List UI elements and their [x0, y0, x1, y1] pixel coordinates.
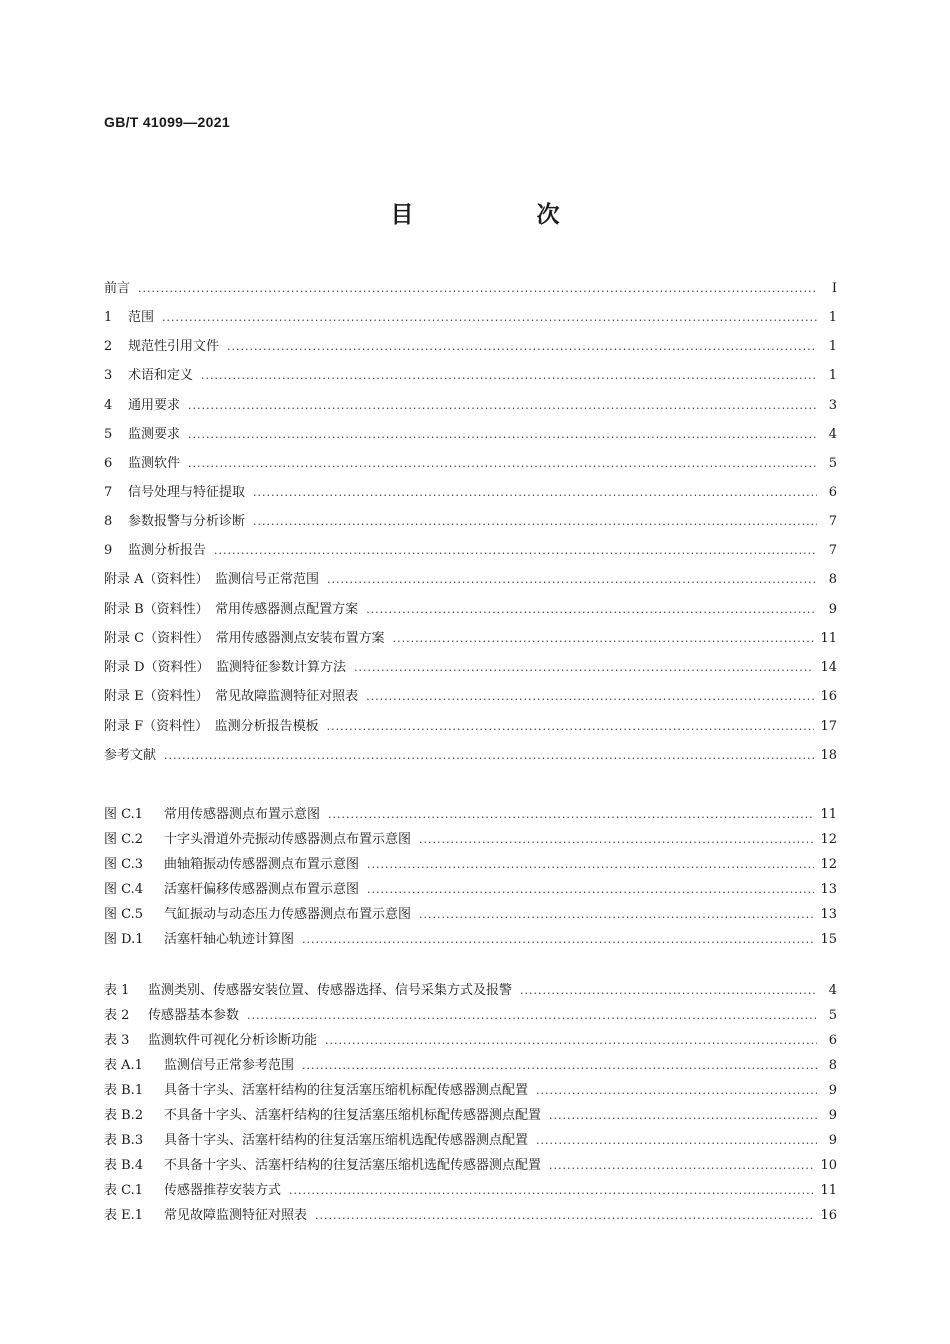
figure-number: 图 C.3 — [104, 857, 144, 872]
toc-label: 通用要求 — [128, 398, 181, 413]
figure-label: 活塞杆偏移传感器测点布置示意图 — [164, 882, 360, 897]
toc-page: 17 — [820, 719, 837, 734]
leader-dots — [327, 720, 815, 733]
toc-number: 1 — [104, 310, 113, 325]
figure-label: 气缸振动与动态压力传感器测点布置示意图 — [164, 907, 412, 922]
toc-label: 规范性引用文件 — [128, 339, 220, 354]
toc-label: 参考文献 — [104, 748, 157, 763]
table-page: 10 — [820, 1158, 837, 1173]
table-page: 11 — [820, 1183, 837, 1198]
leader-dots — [214, 544, 817, 557]
toc-table-entry[interactable] — [104, 1079, 837, 1098]
table-label: 传感器基本参数 — [148, 1008, 240, 1023]
toc-table-entry[interactable] — [104, 1129, 837, 1148]
toc-page: 16 — [820, 689, 837, 704]
table-label: 监测信号正常参考范围 — [164, 1058, 295, 1073]
toc-table-entry[interactable] — [104, 1054, 837, 1073]
toc-entry-annex-f[interactable] — [104, 715, 837, 734]
toc-number: 3 — [104, 368, 113, 383]
toc-page: Ⅰ — [831, 281, 837, 296]
toc-number: 9 — [104, 543, 113, 558]
figure-page: 13 — [820, 907, 837, 922]
leader-dots — [419, 908, 814, 921]
leader-dots — [289, 1184, 814, 1197]
table-number: 表 B.2 — [104, 1108, 144, 1123]
toc-table-entry[interactable] — [104, 1029, 837, 1048]
leader-dots — [419, 833, 814, 846]
table-label: 常见故障监测特征对照表 — [164, 1208, 308, 1223]
figure-label: 活塞杆轴心轨迹计算图 — [164, 932, 295, 947]
leader-dots — [549, 1159, 814, 1172]
page-title: 目 次 — [390, 202, 610, 228]
figure-label: 十字头滑道外壳振动传感器测点布置示意图 — [164, 832, 412, 847]
leader-dots — [164, 749, 814, 762]
table-page: 9 — [828, 1083, 837, 1098]
figure-number: 图 C.1 — [104, 807, 144, 822]
toc-number: 5 — [104, 427, 113, 442]
table-label: 监测软件可视化分析诊断功能 — [148, 1033, 318, 1048]
figure-label: 曲轴箱振动传感器测点布置示意图 — [164, 857, 360, 872]
toc-number: 4 — [104, 398, 113, 413]
leader-dots — [549, 1109, 817, 1122]
toc-page: 7 — [828, 543, 837, 558]
toc-label: 监测软件 — [128, 456, 181, 471]
toc-entry-bibliography[interactable] — [104, 744, 837, 763]
leader-dots — [354, 661, 814, 674]
leader-dots — [393, 632, 815, 645]
figure-page: 12 — [820, 832, 837, 847]
leader-dots — [536, 1134, 817, 1147]
table-number: 表 E.1 — [104, 1208, 144, 1223]
table-label: 传感器推荐安装方式 — [164, 1183, 282, 1198]
figure-page: 13 — [820, 882, 837, 897]
leader-dots — [367, 883, 814, 896]
toc-label: 附录 F（资料性） 监测分析报告模板 — [104, 719, 319, 734]
figure-number: 图 C.5 — [104, 907, 144, 922]
figure-page: 15 — [820, 932, 837, 947]
toc-number: 6 — [104, 456, 113, 471]
toc-page: 5 — [828, 456, 837, 471]
table-number: 表 C.1 — [104, 1183, 144, 1198]
toc-page: 1 — [828, 339, 837, 354]
leader-dots — [302, 933, 814, 946]
toc-entry-2[interactable] — [104, 335, 837, 354]
toc-label: 参数报警与分析诊断 — [128, 514, 246, 529]
table-page: 4 — [828, 983, 837, 998]
toc-entry-annex-c[interactable] — [104, 627, 837, 646]
leader-dots — [302, 1059, 817, 1072]
toc-label: 附录 D（资料性） 监测特征参数计算方法 — [104, 660, 347, 675]
figure-page: 11 — [820, 807, 837, 822]
toc-entry-4[interactable] — [104, 394, 837, 413]
table-label: 监测类别、传感器安装位置、传感器选择、信号采集方式及报警 — [148, 983, 513, 998]
table-number: 表 3 — [104, 1033, 130, 1048]
leader-dots — [536, 1084, 817, 1097]
toc-label: 附录 E（资料性） 常见故障监测特征对照表 — [104, 689, 359, 704]
toc-page: 3 — [828, 398, 837, 413]
leader-dots — [227, 340, 817, 353]
toc-label: 术语和定义 — [128, 368, 194, 383]
toc-number: 7 — [104, 485, 113, 500]
leader-dots — [315, 1209, 814, 1222]
leader-dots — [327, 573, 817, 586]
toc-table-entry[interactable] — [104, 1104, 837, 1123]
leader-dots — [328, 808, 814, 821]
table-label: 具备十字头、活塞杆结构的往复活塞压缩机选配传感器测点配置 — [164, 1133, 529, 1148]
toc-figure-entry[interactable] — [104, 803, 837, 822]
toc-figure-entry[interactable] — [104, 853, 837, 872]
leader-dots — [188, 399, 817, 412]
leader-dots — [188, 428, 817, 441]
table-label: 具备十字头、活塞杆结构的往复活塞压缩机标配传感器测点配置 — [164, 1083, 529, 1098]
figure-number: 图 C.2 — [104, 832, 144, 847]
toc-entry-3[interactable] — [104, 364, 837, 383]
leader-dots — [366, 690, 814, 703]
toc-page: 7 — [828, 514, 837, 529]
toc-entry-8[interactable] — [104, 510, 837, 529]
toc-page: 11 — [820, 631, 837, 646]
toc-page: 1 — [828, 310, 837, 325]
table-number: 表 B.1 — [104, 1083, 144, 1098]
toc-entry-annex-e[interactable] — [104, 685, 837, 704]
figure-number: 图 D.1 — [104, 932, 144, 947]
toc-entry-7[interactable] — [104, 481, 837, 500]
toc-entry-annex-d[interactable] — [104, 656, 837, 675]
toc-page: 4 — [828, 427, 837, 442]
toc-number: 2 — [104, 339, 113, 354]
leader-dots — [366, 603, 817, 616]
table-label: 不具备十字头、活塞杆结构的往复活塞压缩机选配传感器测点配置 — [164, 1158, 542, 1173]
table-page: 8 — [828, 1058, 837, 1073]
toc-entry-5[interactable] — [104, 423, 837, 442]
toc-table-entry[interactable] — [104, 1179, 837, 1198]
table-number: 表 B.3 — [104, 1133, 144, 1148]
toc-page: 8 — [828, 572, 837, 587]
toc-label: 监测分析报告 — [128, 543, 207, 558]
leader-dots — [138, 282, 817, 295]
toc-table-entry[interactable] — [104, 1154, 837, 1173]
table-page: 6 — [828, 1033, 837, 1048]
toc-page: 6 — [828, 485, 837, 500]
toc-table-entry[interactable] — [104, 1204, 837, 1223]
toc-entry-annex-a[interactable] — [104, 568, 837, 587]
figure-page: 12 — [820, 857, 837, 872]
toc-figure-entry[interactable] — [104, 828, 837, 847]
toc-label: 信号处理与特征提取 — [128, 485, 246, 500]
toc-entry-foreword[interactable] — [104, 277, 837, 296]
toc-label: 附录 A（资料性） 监测信号正常范围 — [104, 572, 320, 587]
toc-page: 1 — [828, 368, 837, 383]
toc-entry-1[interactable] — [104, 306, 837, 325]
toc-page: 18 — [820, 748, 837, 763]
figure-label: 常用传感器测点布置示意图 — [164, 807, 321, 822]
leader-dots — [325, 1034, 817, 1047]
toc-label: 附录 C（资料性） 常用传感器测点安装布置方案 — [104, 631, 385, 646]
toc-entry-annex-b[interactable] — [104, 598, 837, 617]
toc-number: 8 — [104, 514, 113, 529]
table-number: 表 1 — [104, 983, 130, 998]
table-label: 不具备十字头、活塞杆结构的往复活塞压缩机标配传感器测点配置 — [164, 1108, 542, 1123]
leader-dots — [188, 457, 817, 470]
toc-figure-entry[interactable] — [104, 878, 837, 897]
leader-dots — [201, 369, 817, 382]
table-page: 5 — [828, 1008, 837, 1023]
toc-entry-9[interactable] — [104, 539, 837, 558]
table-page: 9 — [828, 1108, 837, 1123]
figure-number: 图 C.4 — [104, 882, 144, 897]
toc-page: 14 — [820, 660, 837, 675]
toc-label: 附录 B（资料性） 常用传感器测点配置方案 — [104, 602, 359, 617]
toc-label: 前言 — [104, 281, 131, 296]
table-page: 9 — [828, 1133, 837, 1148]
table-number: 表 A.1 — [104, 1058, 143, 1073]
toc-table-entry[interactable] — [104, 1004, 837, 1023]
document-code: GB/T 41099—2021 — [104, 114, 230, 130]
toc-page: 9 — [828, 602, 837, 617]
leader-dots — [253, 486, 817, 499]
table-number: 表 B.4 — [104, 1158, 144, 1173]
table-number: 表 2 — [104, 1008, 130, 1023]
toc-figure-entry[interactable] — [104, 903, 837, 922]
leader-dots — [253, 515, 817, 528]
toc-figure-entry[interactable] — [104, 928, 837, 947]
toc-label: 范围 — [128, 310, 155, 325]
toc-table-entry[interactable] — [104, 979, 837, 998]
leader-dots — [162, 311, 817, 324]
toc-label: 监测要求 — [128, 427, 181, 442]
leader-dots — [520, 984, 817, 997]
toc-entry-6[interactable] — [104, 452, 837, 471]
leader-dots — [247, 1009, 817, 1022]
leader-dots — [367, 858, 814, 871]
table-page: 16 — [820, 1208, 837, 1223]
